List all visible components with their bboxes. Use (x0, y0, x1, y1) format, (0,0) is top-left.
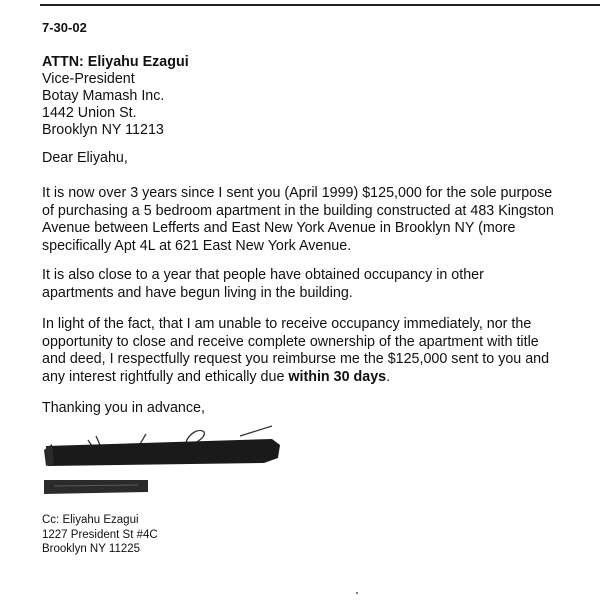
scan-speck (356, 592, 358, 594)
paragraph-2 (42, 267, 582, 302)
paragraph-1-line: Avenue between Lefferts and East New York Avenue in Brooklyn NY (more (42, 220, 516, 236)
cc-block (42, 513, 158, 557)
paragraph-3-line: opportunity to close and receive complete ownership of the apartment with title (42, 333, 539, 350)
signature-stroke (240, 426, 272, 436)
name-redaction-bar (44, 480, 148, 494)
recipient-street: 1442 Union St. (42, 105, 137, 121)
paragraph-3-last-line-start: any interest rightfully and ethically due (42, 368, 289, 385)
paragraph-2-line: It is also close to a year that people have obtained occupancy in other (42, 267, 484, 283)
paragraph-1 (42, 185, 582, 255)
recipient-city: Brooklyn NY 11213 (42, 122, 164, 138)
paragraph-1-line: specifically Apt 4L at 621 East New York Avenue. (42, 237, 352, 254)
cc-city: Brooklyn NY 11225 (42, 543, 141, 555)
signature-stroke (140, 434, 146, 444)
redacted-signature (40, 420, 300, 500)
signature-redaction-bar (46, 439, 280, 466)
salutation: Dear Eliyahu, (42, 150, 128, 166)
letter-date: 7-30-02 (42, 20, 87, 35)
paragraph-3-line: and deed, I respectfully request you reimburse me the $125,000 sent to you and (42, 351, 550, 367)
paragraph-2-line: apartments and have begun living in the building. (42, 284, 353, 301)
closing: Thanking you in advance, (42, 400, 205, 416)
cc-name: Cc: Eliyahu Ezagui (42, 514, 139, 526)
signature-stroke (96, 436, 100, 445)
recipient-address-block (42, 54, 189, 139)
paragraph-3-last-line-end: . (386, 368, 391, 385)
paragraph-1-line: It is now over 3 years since I sent you (April 1999) $125,000 for the sole purpose (42, 185, 553, 201)
paragraph-3 (42, 316, 582, 386)
recipient-company: Botay Mamash Inc. (42, 88, 165, 104)
paragraph-1-line: of purchasing a 5 bedroom apartment in the building constructed at 483 Kingston (42, 202, 554, 219)
recipient-attn: ATTN: Eliyahu Ezagui (42, 54, 189, 70)
deadline-emphasis: within 30 days (288, 368, 387, 385)
top-rule (40, 4, 600, 6)
recipient-title: Vice-President (42, 71, 135, 87)
paragraph-3-line: In light of the fact, that I am unable to receive occupancy immediately, nor the (42, 316, 532, 332)
cc-street: 1227 President St #4C (42, 528, 158, 541)
